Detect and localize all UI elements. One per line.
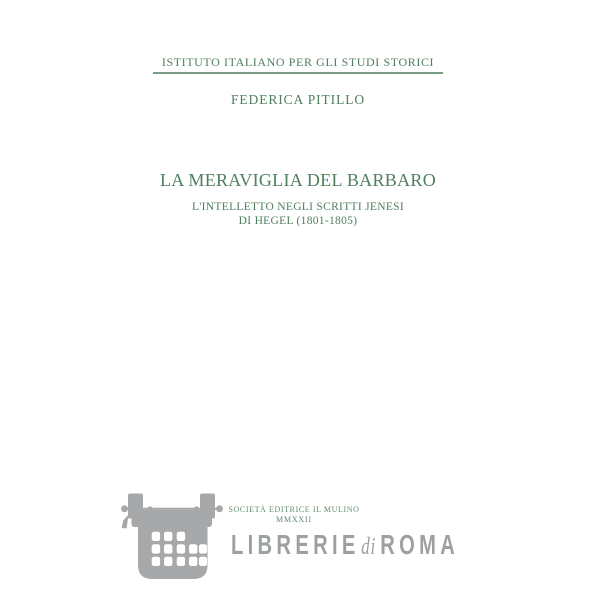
series-rule <box>153 72 443 74</box>
book-subtitle-line2: DI HEGEL (1801-1805) <box>238 215 358 227</box>
store-name-di: di <box>361 534 376 560</box>
store-name-librerie: LIBRERIE <box>231 529 360 560</box>
imprint-year: MMXXII <box>276 515 312 524</box>
store-wordmark <box>231 531 459 561</box>
publisher-imprint: SOCIETÀ EDITRICE IL MULINO <box>228 504 360 514</box>
series-name: ISTITUTO ITALIANO PER GLI STUDI STORICI <box>161 55 435 69</box>
book-title: LA MERAVIGLIA DEL BARBARO <box>159 170 436 190</box>
author-name: FEDERICA PITILLO <box>230 92 366 107</box>
store-name-roma: ROMA <box>380 529 460 560</box>
typewriter-icon <box>118 491 225 581</box>
book-subtitle-line1: L'INTELLETTO NEGLI SCRITTI JENESI <box>191 201 404 213</box>
